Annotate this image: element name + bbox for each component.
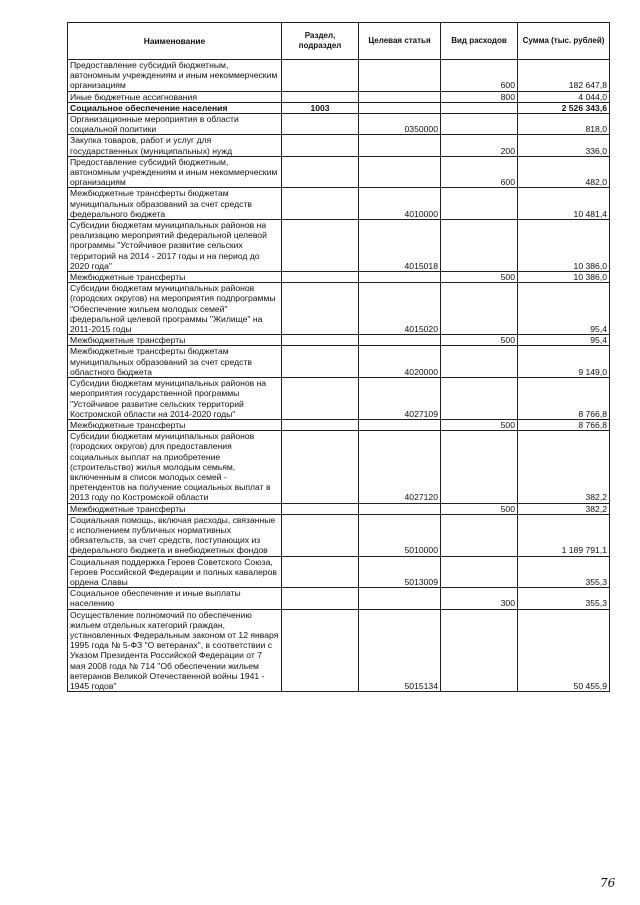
cell-sum: 10 386,0: [518, 272, 610, 283]
cell-name: Организационные мероприятия в области социальной политики: [68, 114, 282, 135]
cell-type: 200: [441, 135, 518, 156]
cell-sum: 9 149,0: [518, 346, 610, 378]
cell-target: 4010000: [359, 188, 441, 220]
cell-section: [282, 378, 359, 420]
cell-target: 4020000: [359, 346, 441, 378]
cell-section: [282, 188, 359, 220]
cell-type: [441, 431, 518, 503]
cell-name: Субсидии бюджетам муниципальных районов на реализацию мероприятий федеральной целевой программы "Устойчивое развитие сельских территорий на 2014 - 2017 годы и на период до 2020 года": [68, 220, 282, 272]
cell-section: [282, 91, 359, 102]
cell-type: [441, 378, 518, 420]
table-row: [68, 135, 610, 156]
cell-section: [282, 609, 359, 692]
cell-name: Иные бюджетные ассигнования: [68, 91, 282, 102]
table-row: [68, 588, 610, 609]
header-name: Наименование: [68, 23, 282, 60]
cell-type: [441, 220, 518, 272]
cell-name: Межбюджетные трансферты: [68, 335, 282, 346]
cell-sum: 1 189 791,1: [518, 514, 610, 556]
cell-section: [282, 220, 359, 272]
table-header-row: [68, 23, 610, 60]
cell-type: [441, 114, 518, 135]
cell-section: [282, 156, 359, 188]
cell-sum: 382,2: [518, 431, 610, 503]
cell-target: [359, 272, 441, 283]
cell-type: 600: [441, 156, 518, 188]
cell-sum: 336,0: [518, 135, 610, 156]
cell-type: [441, 514, 518, 556]
cell-type: [441, 556, 518, 588]
cell-name: Социальное обеспечение и иные выплаты населению: [68, 588, 282, 609]
cell-target: 5013009: [359, 556, 441, 588]
cell-section: [282, 283, 359, 335]
cell-type: [441, 346, 518, 378]
table-row: [68, 514, 610, 556]
cell-section: [282, 272, 359, 283]
cell-sum: 95,4: [518, 335, 610, 346]
cell-name: Предоставление субсидий бюджетным, автономным учреждениям и иным некоммерческим организациям: [68, 156, 282, 188]
table-row: [68, 102, 610, 113]
cell-section: [282, 588, 359, 609]
cell-section: [282, 60, 359, 92]
cell-name: Межбюджетные трансферты: [68, 272, 282, 283]
cell-sum: 482,0: [518, 156, 610, 188]
cell-sum: 10 481,4: [518, 188, 610, 220]
budget-table: [67, 22, 610, 692]
cell-sum: 355,3: [518, 588, 610, 609]
cell-type: [441, 188, 518, 220]
cell-name: Социальная поддержка Героев Советского Союза, Героев Российской Федерации и полных кавалеров ордена Славы: [68, 556, 282, 588]
cell-name: Осуществление полномочий по обеспечению жильем отдельных категорий граждан, установленных Федеральным законом от 12 января 1995 года № 5-ФЗ "О ветеранах", в соответствии с Указом Президента Российской Федерации от 7 мая 2008 года № 714 "Об обеспечении жильем ветеранов Великой Отечественной войны 1941 - 1945 годов": [68, 609, 282, 692]
header-sum: Сумма (тыс. рублей): [518, 23, 610, 60]
page-number: 76: [600, 876, 616, 890]
cell-target: [359, 335, 441, 346]
cell-target: [359, 135, 441, 156]
table-row: [68, 188, 610, 220]
cell-target: 4015020: [359, 283, 441, 335]
cell-target: [359, 588, 441, 609]
cell-name: Социальное обеспечение населения: [68, 102, 282, 113]
cell-type: 500: [441, 419, 518, 430]
cell-sum: 50 455,9: [518, 609, 610, 692]
table-row: [68, 272, 610, 283]
table-row: [68, 378, 610, 420]
cell-type: 500: [441, 335, 518, 346]
cell-type: [441, 102, 518, 113]
cell-name: Межбюджетные трансферты: [68, 419, 282, 430]
table-row: [68, 556, 610, 588]
cell-type: [441, 283, 518, 335]
cell-target: 5015134: [359, 609, 441, 692]
cell-sum: 95,4: [518, 283, 610, 335]
cell-section: [282, 431, 359, 503]
table-row: [68, 60, 610, 92]
cell-section: [282, 335, 359, 346]
cell-target: 5010000: [359, 514, 441, 556]
table-row: [68, 335, 610, 346]
cell-name: Предоставление субсидий бюджетным, автономным учреждениям и иным некоммерческим организациям: [68, 60, 282, 92]
table-row: [68, 503, 610, 514]
header-type: Вид расходов: [441, 23, 518, 60]
cell-target: [359, 91, 441, 102]
cell-target: 4027109: [359, 378, 441, 420]
cell-type: 500: [441, 272, 518, 283]
cell-target: [359, 503, 441, 514]
cell-name: Субсидии бюджетам муниципальных районов (городских округов) для предоставления социальных выплат на приобретение (строительство) жилья молодым семьям, включенным в список молодых семей - претендентов на получение социальных выплат в 2013 году по Костромской области: [68, 431, 282, 503]
table-row: [68, 609, 610, 692]
cell-sum: 4 044,0: [518, 91, 610, 102]
table-body: [68, 60, 610, 692]
cell-sum: 182 647,8: [518, 60, 610, 92]
cell-type: 800: [441, 91, 518, 102]
cell-name: Субсидии бюджетам муниципальных районов на мероприятия государственной программы "Устойчивое развитие сельских территорий Костромской области на 2014-2020 годы": [68, 378, 282, 420]
cell-section: [282, 346, 359, 378]
cell-target: [359, 102, 441, 113]
cell-sum: 10 386,0: [518, 220, 610, 272]
cell-type: [441, 609, 518, 692]
cell-target: 4015018: [359, 220, 441, 272]
table-row: [68, 114, 610, 135]
cell-section: [282, 135, 359, 156]
cell-target: [359, 419, 441, 430]
cell-target: 0350000: [359, 114, 441, 135]
cell-sum: 818,0: [518, 114, 610, 135]
cell-target: 4027120: [359, 431, 441, 503]
cell-sum: 382,2: [518, 503, 610, 514]
cell-section: [282, 514, 359, 556]
cell-section: [282, 503, 359, 514]
cell-section: [282, 114, 359, 135]
cell-target: [359, 156, 441, 188]
table-row: [68, 431, 610, 503]
cell-type: 300: [441, 588, 518, 609]
cell-section: [282, 556, 359, 588]
cell-sum: 8 766,8: [518, 378, 610, 420]
cell-sum: 8 766,8: [518, 419, 610, 430]
cell-name: Межбюджетные трансферты: [68, 503, 282, 514]
cell-name: Межбюджетные трансферты бюджетам муниципальных образований за счет средств федерального бюджета: [68, 188, 282, 220]
cell-type: 600: [441, 60, 518, 92]
header-section: Раздел, подраздел: [282, 23, 359, 60]
cell-target: [359, 60, 441, 92]
cell-name: Социальная помощь, включая расходы, связанные с исполнением публичных нормативных обязательств, за счет средств, поступающих из федерального бюджета и внебюджетных фондов: [68, 514, 282, 556]
table-row: [68, 156, 610, 188]
table-row: [68, 220, 610, 272]
table-row: [68, 283, 610, 335]
table-row: [68, 419, 610, 430]
table-row: [68, 91, 610, 102]
cell-sum: 355,3: [518, 556, 610, 588]
table-row: [68, 346, 610, 378]
cell-section: [282, 419, 359, 430]
cell-name: Закупка товаров, работ и услуг для государственных (муниципальных) нужд: [68, 135, 282, 156]
header-target: Целевая статья: [359, 23, 441, 60]
cell-section: 1003: [282, 102, 359, 113]
cell-sum: 2 526 343,6: [518, 102, 610, 113]
cell-type: 500: [441, 503, 518, 514]
cell-name: Субсидии бюджетам муниципальных районов (городских округов) на мероприятия подпрограммы "Обеспечение жильем молодых семей" федеральной целевой программы "Жилище" на 2011-2015 годы: [68, 283, 282, 335]
cell-name: Межбюджетные трансферты бюджетам муниципальных образований за счет средств областного бюджета: [68, 346, 282, 378]
